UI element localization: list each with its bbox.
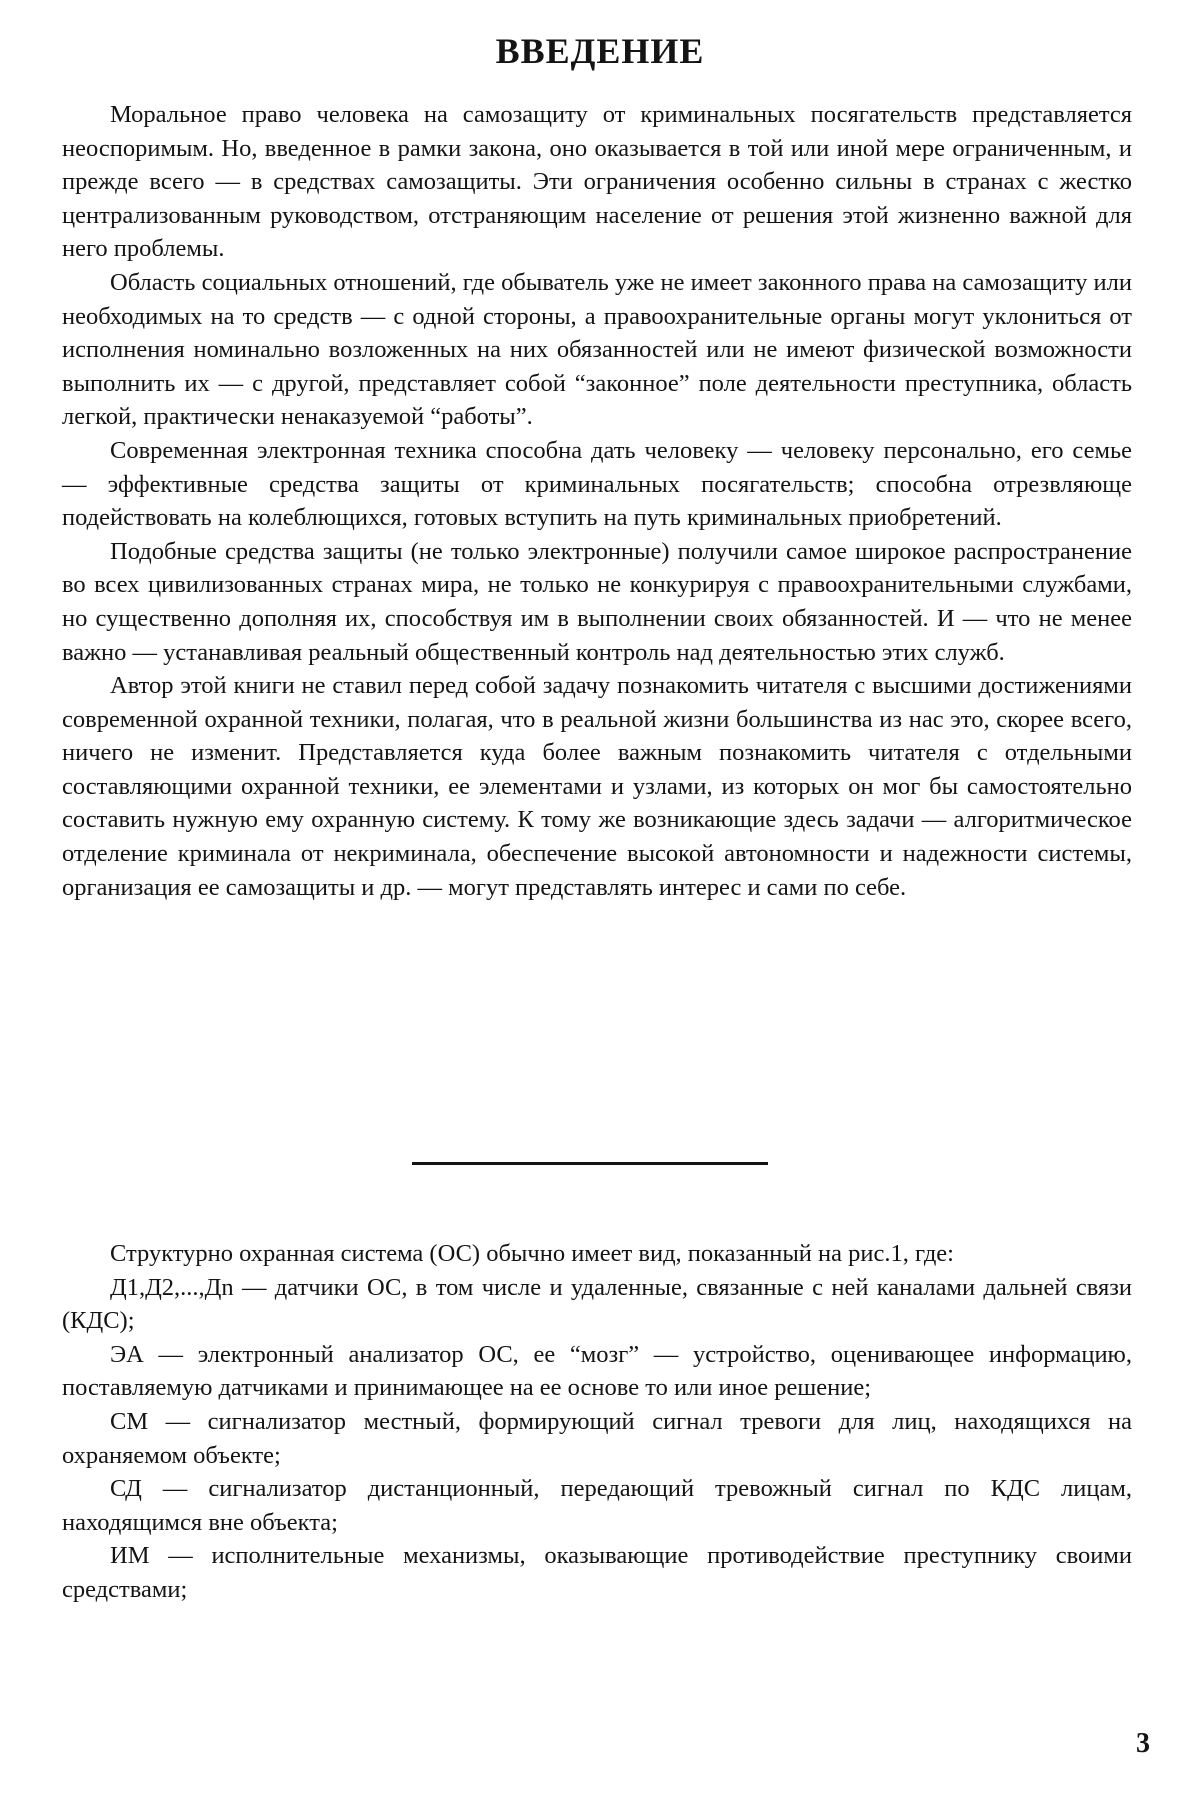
intro-paragraph-3: Современная электронная техника способна дать человеку — человеку персонально, его семье — эффективные средства защиты от криминальных посягательств; способна отрезвляюще подействовать на колеблющихся, готовых вступить на путь криминальных приобретений. bbox=[62, 436, 1132, 532]
structure-paragraph-4: СМ — сигнализатор местный, формирующий сигнал тревоги для лиц, находящихся на охраняемом объекте; bbox=[62, 1407, 1132, 1469]
page-number: 3 bbox=[1136, 1728, 1150, 1759]
intro-paragraph-1: Моральное право человека на самозащиту от криминальных посягательств представляется неоспоримым. Но, введенное в рамки закона, оно оказывается в той или иной мере ограниченным, и прежде всего — в средствах самозащиты. Эти ограничения особенно сильны в странах с жестко централизованным руководством, отстраняющим население от решения этой жизненно важной для него проблемы. bbox=[62, 101, 1132, 263]
intro-paragraph-4: Подобные средства защиты (не только электронные) получили самое широкое распространение во всех цивилизованных странах мира, не только не конкурируя с правоохранительными службами, но существенно дополняя их, способствуя им в выполнении своих обязанностей. И — что не менее важно — устанавливая реальный общественный контроль над деятельностью этих служб. bbox=[62, 537, 1132, 666]
structure-section bbox=[62, 1237, 1132, 1607]
intro-paragraph-5: Автор этой книги не ставил перед собой задачу познакомить читателя с высшими достижениями современной охранной техники, полагая, что в реальной жизни большинства из нас это, скорее всего, ничего не изменит. Представляется куда более важным познакомить читателя с отдельными составляющими охранной техники, ее элементами и узлами, из которых он мог бы самостоятельно составить нужную ему охранную систему. К тому же возникающие здесь задачи — алгоритмическое отделение криминала от некриминала, обеспечение высокой автономности и надежности системы, организация ее самозащиты и др. — могут представлять интерес и сами по себе. bbox=[62, 672, 1132, 901]
section-divider bbox=[412, 1162, 768, 1165]
structure-paragraph-5: СД — сигнализатор дистанционный, передающий тревожный сигнал по КДС лицам, находящимся вне объекта; bbox=[62, 1475, 1132, 1536]
page-title: ВВЕДЕНИЕ bbox=[495, 31, 705, 71]
structure-paragraph-6: ИМ — исполнительные механизмы, оказывающие противодействие преступнику своими средствами; bbox=[62, 1542, 1132, 1603]
structure-paragraph-3: ЭА — электронный анализатор ОС, ее “мозг” — устройство, оценивающее информацию, поставляемую датчиками и принимающее на ее основе то или иное решение; bbox=[62, 1340, 1132, 1402]
structure-paragraph-2: Д1,Д2,...,Дn — датчики ОС, в том числе и удаленные, связанные с ней каналами дальней связи (КДС); bbox=[62, 1273, 1132, 1335]
structure-paragraph-1: Структурно охранная система (ОС) обычно имеет вид, показанный на рис.1, где: bbox=[110, 1240, 954, 1267]
intro-section bbox=[62, 98, 1132, 904]
intro-paragraph-2: Область социальных отношений, где обыватель уже не имеет законного права на самозащиту или необходимых на то средств — с одной стороны, а правоохранительные органы могут уклониться от исполнения номинально возложенных на них обязанностей или не имеют физической возможности выполнить их — с другой, представляет собой “законное” поле деятельности преступника, область легкой, практически ненаказуемой “работы”. bbox=[62, 268, 1132, 431]
